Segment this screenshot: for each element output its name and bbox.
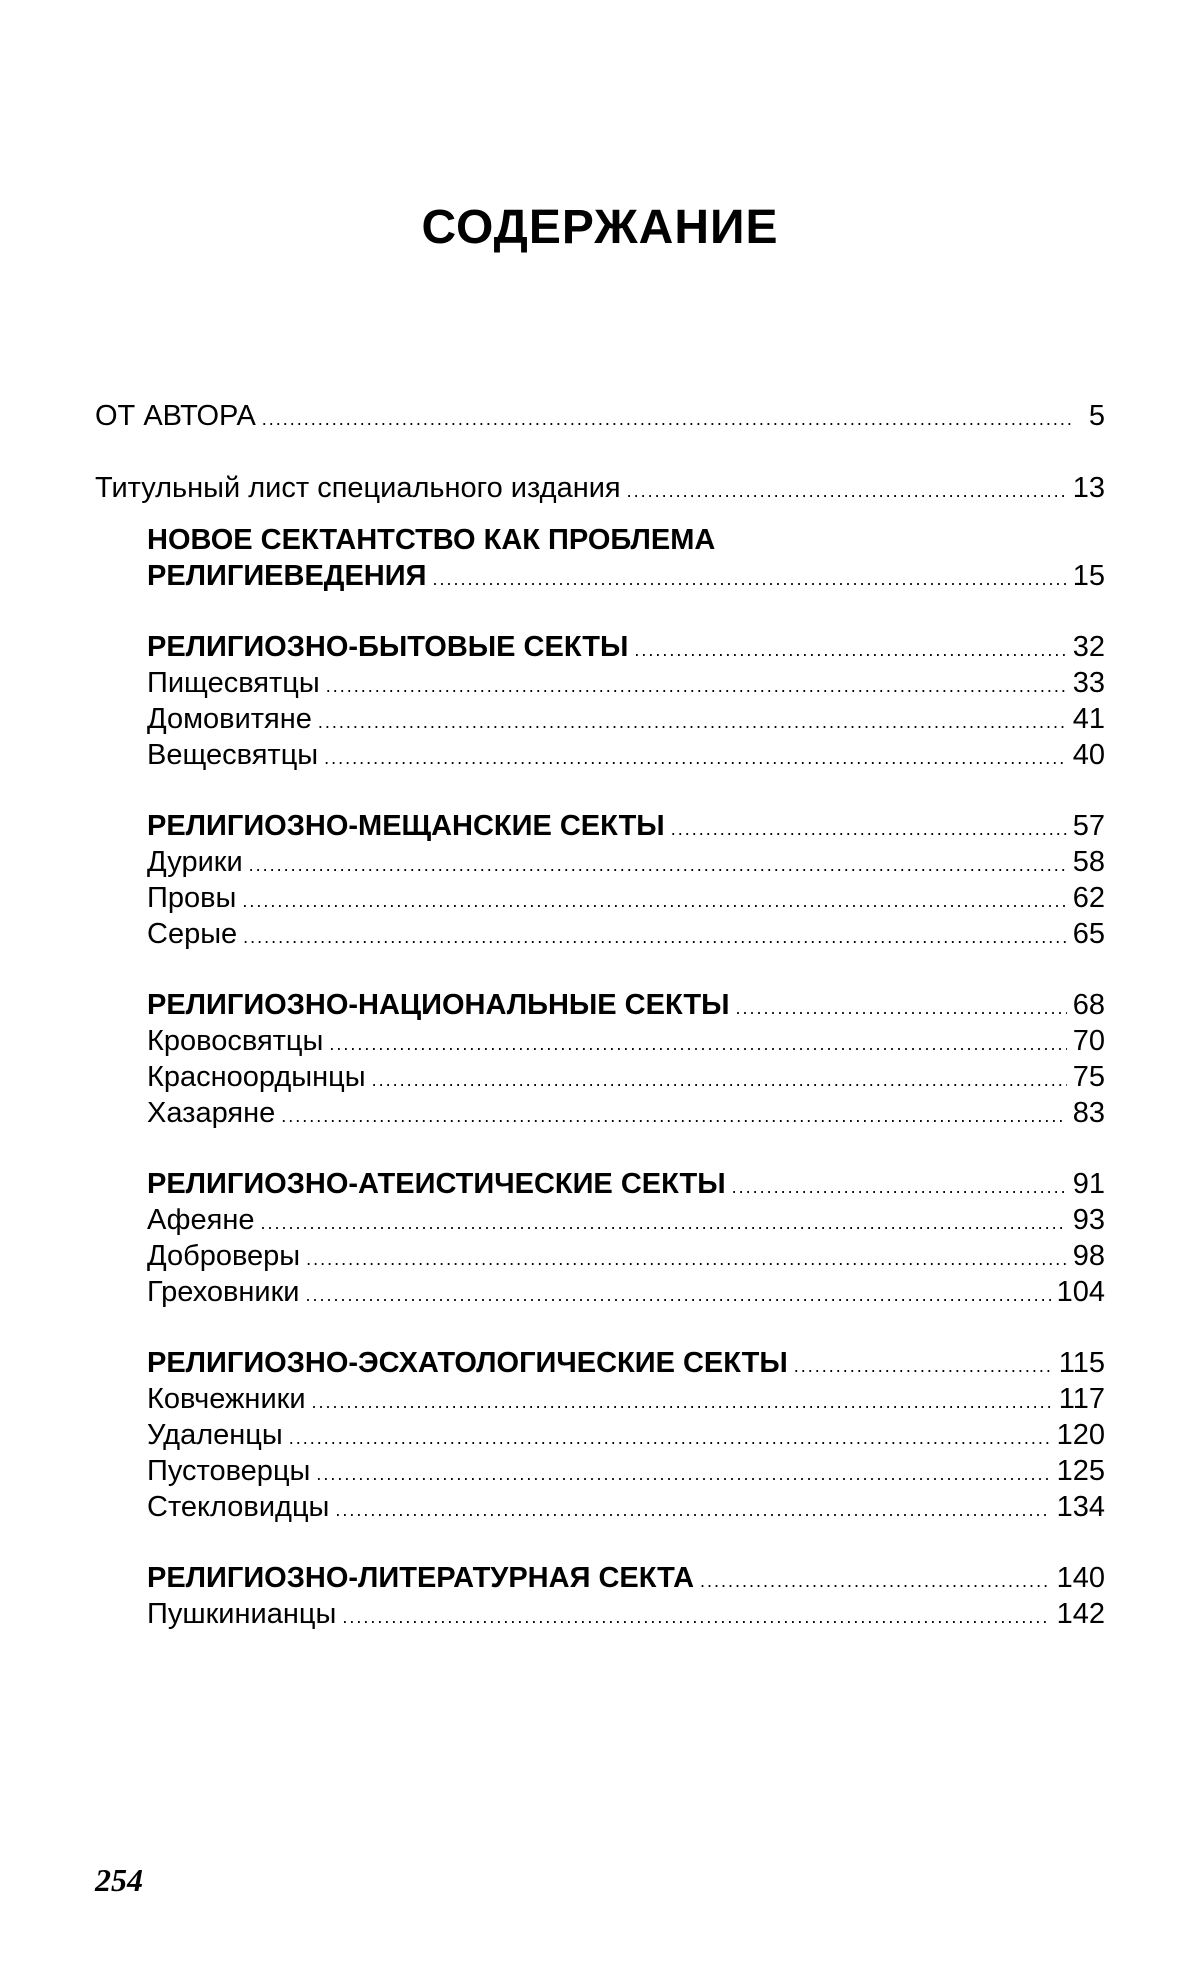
section-heading-label: РЕЛИГИОЗНО-НАЦИОНАЛЬНЫЕ СЕКТЫ: [147, 989, 730, 1021]
toc-item-page: 75: [1072, 1061, 1105, 1093]
section-heading: [95, 808, 1105, 844]
toc-item: [95, 701, 1105, 737]
dot-leader: [335, 1492, 1050, 1528]
page-number: 254: [95, 1862, 143, 1898]
toc-item-label: Домовитяне: [147, 703, 312, 735]
toc-item: [95, 1238, 1105, 1274]
dot-leader: [289, 1420, 1051, 1456]
toc-item-label: Афеяне: [147, 1204, 255, 1236]
toc-section: [95, 1345, 1105, 1525]
dot-leader: [326, 668, 1067, 704]
toc-item: [95, 1274, 1105, 1310]
dot-leader: [329, 1026, 1066, 1062]
toc-item-label: Доброверы: [147, 1240, 301, 1272]
toc-section: [95, 1560, 1105, 1632]
toc-item-label: Вещесвятцы: [147, 739, 319, 771]
section-heading-page: 115: [1058, 1347, 1105, 1379]
dot-leader: [736, 990, 1067, 1026]
toc-item-label: Ковчежники: [147, 1383, 306, 1415]
dot-leader: [249, 847, 1067, 883]
section-heading: [95, 629, 1105, 665]
toc-item-page: 58: [1072, 846, 1105, 878]
toc-section-intro: [95, 522, 1105, 594]
toc-section: [95, 1166, 1105, 1310]
toc-section: [95, 987, 1105, 1131]
section-heading-label: РЕЛИГИОЗНО-МЕЩАНСКИЕ СЕКТЫ: [147, 810, 665, 842]
section-heading-page: 32: [1072, 631, 1105, 663]
toc-item: [95, 665, 1105, 701]
toc-item-page: 117: [1058, 1383, 1105, 1415]
dot-leader: [372, 1062, 1067, 1098]
section-heading-line1: НОВОЕ СЕКТАНТСТВО КАК ПРОБЛЕМА: [147, 524, 716, 556]
section-heading-label: РЕЛИГИОЗНО-БЫТОВЫЕ СЕКТЫ: [147, 631, 629, 663]
toc-item: [95, 737, 1105, 773]
dot-leader: [316, 1456, 1050, 1492]
section-heading-page: 140: [1056, 1562, 1105, 1594]
toc-item-page: 65: [1072, 918, 1105, 950]
toc-sections: [95, 629, 1105, 1632]
toc-item-label: Серые: [147, 918, 238, 950]
toc-item-page: 40: [1072, 739, 1105, 771]
toc-item-label: Пустоверцы: [147, 1455, 311, 1487]
dot-leader: [671, 811, 1067, 847]
dot-leader: [342, 1599, 1050, 1635]
dot-leader: [700, 1563, 1051, 1599]
toc-item: [95, 1417, 1105, 1453]
toc-item-page: 98: [1072, 1240, 1105, 1272]
toc-item: [95, 1095, 1105, 1131]
dot-leader: [306, 1241, 1067, 1277]
toc-section: [95, 808, 1105, 952]
toc-item-page: 33: [1072, 667, 1105, 699]
toc-item-page: 120: [1056, 1419, 1105, 1451]
toc-item-page: 134: [1056, 1491, 1105, 1523]
toc-item-label: Удаленцы: [147, 1419, 283, 1451]
dot-leader: [306, 1277, 1051, 1313]
dot-leader: [432, 561, 1066, 597]
toc-item-page: 62: [1072, 882, 1105, 914]
toc-item-label: Дурики: [147, 846, 243, 878]
toc-item-label: Красноордынцы: [147, 1061, 366, 1093]
toc-item: [95, 1059, 1105, 1095]
section-heading-page: 91: [1072, 1168, 1105, 1200]
dot-leader: [281, 1098, 1067, 1134]
toc-section: [95, 629, 1105, 773]
toc-item-label: Пушкинианцы: [147, 1598, 337, 1630]
section-heading-page: 57: [1072, 810, 1105, 842]
table-of-contents: [95, 398, 1105, 1632]
toc-entry-from-author: [95, 398, 1105, 434]
section-heading: [95, 1560, 1105, 1596]
toc-entry-title-page: [95, 470, 1105, 506]
toc-item: [95, 916, 1105, 952]
section-heading-label: РЕЛИГИОЗНО-ЛИТЕРАТУРНАЯ СЕКТА: [147, 1562, 695, 1594]
toc-item-page: 104: [1056, 1276, 1105, 1308]
toc-item-page: 142: [1056, 1598, 1105, 1630]
section-heading: [95, 987, 1105, 1023]
dot-leader: [262, 401, 1071, 437]
toc-item-label: Хазаряне: [147, 1097, 276, 1129]
section-heading: [95, 558, 1105, 594]
dot-leader: [627, 473, 1067, 509]
toc-entry-label: Титульный лист специального издания: [95, 472, 621, 504]
section-heading: [95, 1166, 1105, 1202]
section-heading-label: РЕЛИГИЕВЕДЕНИЯ: [147, 560, 427, 592]
section-heading-label: РЕЛИГИОЗНО-ЭСХАТОЛОГИЧЕСКИЕ СЕКТЫ: [147, 1347, 788, 1379]
toc-item-label: Провы: [147, 882, 237, 914]
toc-item: [95, 1023, 1105, 1059]
section-heading-page: 15: [1072, 560, 1105, 592]
section-heading: [95, 1345, 1105, 1381]
toc-entry-page: 13: [1072, 472, 1105, 504]
toc-item-label: Стекловидцы: [147, 1491, 330, 1523]
page-title: СОДЕРЖАНИЕ: [421, 201, 779, 254]
section-heading-label: РЕЛИГИОЗНО-АТЕИСТИЧЕСКИЕ СЕКТЫ: [147, 1168, 726, 1200]
toc-item: [95, 844, 1105, 880]
toc-item-label: Пищесвятцы: [147, 667, 320, 699]
dot-leader: [324, 740, 1067, 776]
dot-leader: [242, 883, 1066, 919]
toc-item-page: 70: [1072, 1025, 1105, 1057]
toc-item: [95, 1453, 1105, 1489]
toc-item: [95, 1381, 1105, 1417]
toc-item-page: 41: [1072, 703, 1105, 735]
dot-leader: [794, 1348, 1053, 1384]
toc-item-page: 83: [1072, 1097, 1105, 1129]
toc-item: [95, 1596, 1105, 1632]
toc-item: [95, 880, 1105, 916]
toc-item-label: Греховники: [147, 1276, 300, 1308]
toc-item: [95, 1489, 1105, 1525]
dot-leader: [312, 1384, 1053, 1420]
toc-item-page: 125: [1056, 1455, 1105, 1487]
toc-entry-page: 5: [1088, 400, 1105, 432]
section-heading-page: 68: [1072, 989, 1105, 1021]
dot-leader: [261, 1205, 1067, 1241]
toc-item: [95, 1202, 1105, 1238]
dot-leader: [732, 1169, 1067, 1205]
toc-item-page: 93: [1072, 1204, 1105, 1236]
dot-leader: [243, 919, 1067, 955]
toc-item-label: Кровосвятцы: [147, 1025, 324, 1057]
dot-leader: [634, 632, 1066, 668]
toc-entry-label: ОТ АВТОРА: [95, 400, 256, 432]
dot-leader: [318, 704, 1067, 740]
